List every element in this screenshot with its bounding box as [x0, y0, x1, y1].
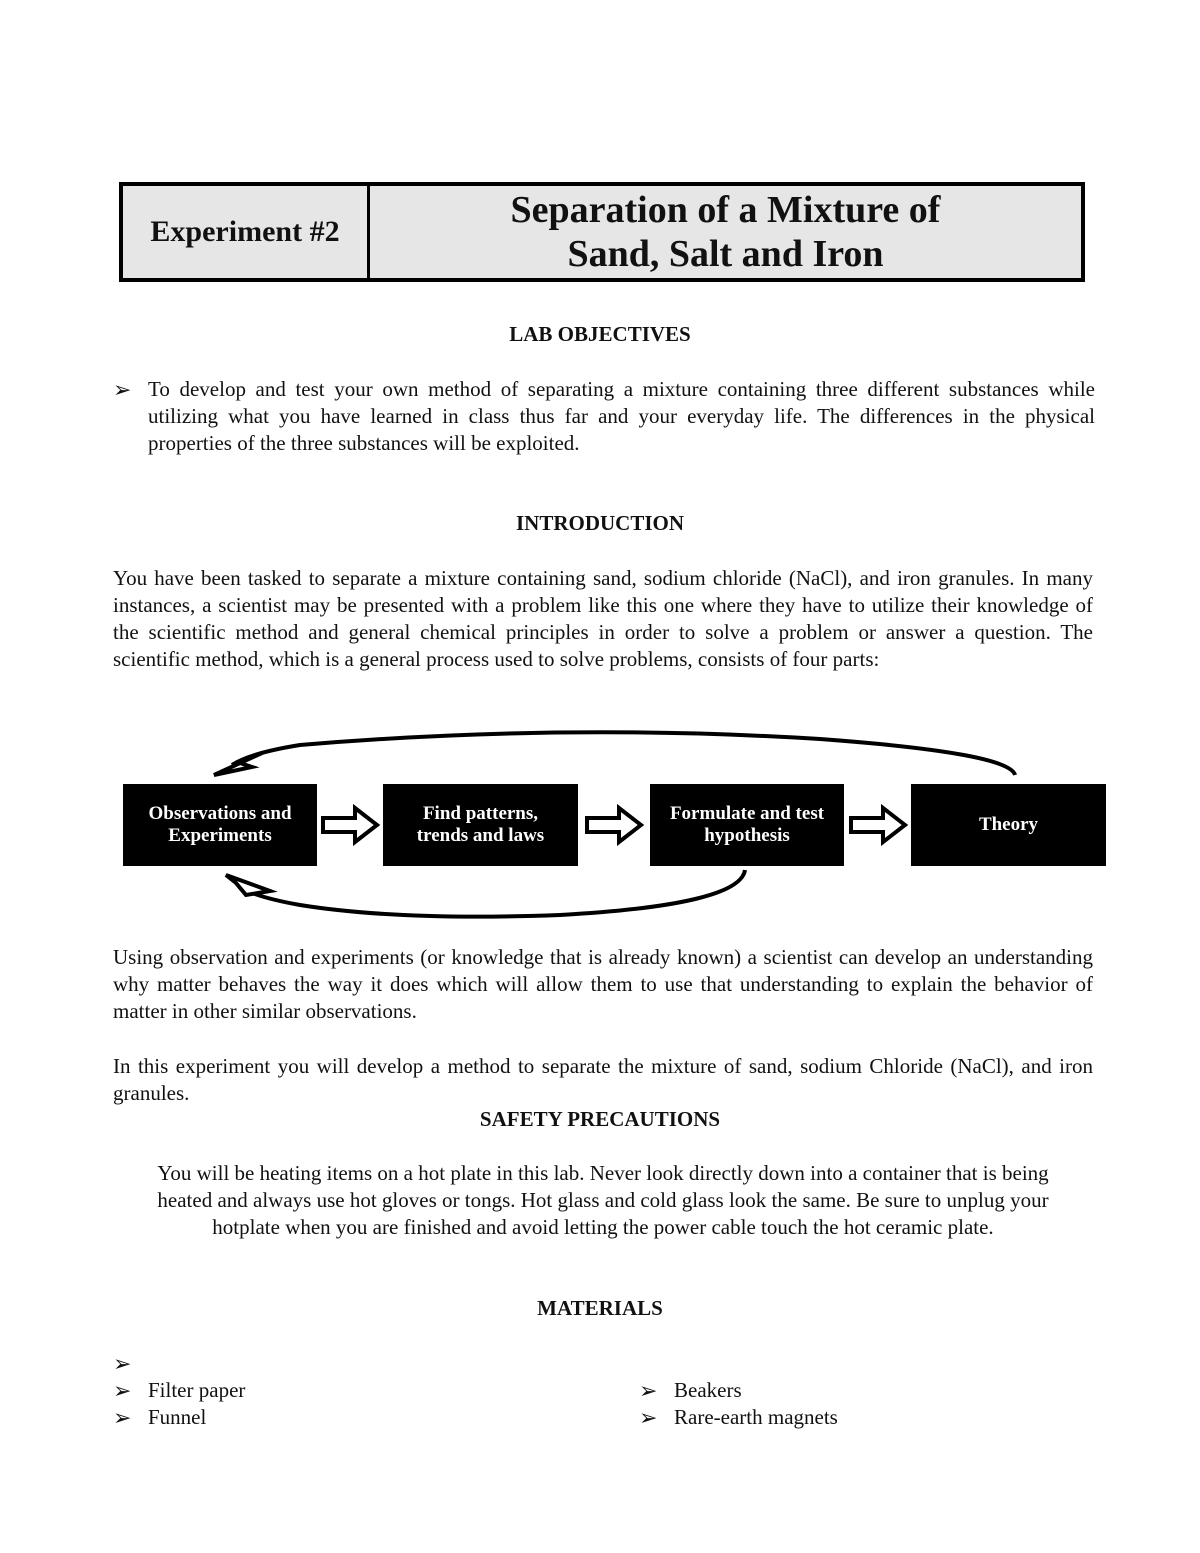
objective-bullet: [113, 376, 1095, 457]
arrow-bullet-icon: ➢: [113, 1405, 132, 1430]
arrow-bullet-icon: ➢: [639, 1405, 658, 1430]
title-box: [119, 182, 1085, 282]
material-item: [113, 1404, 206, 1431]
arrow-bullet-icon: ➢: [639, 1378, 658, 1403]
material-text: Beakers: [674, 1378, 742, 1402]
material-item: [113, 1350, 148, 1377]
bottom-feedback-arrow: [240, 870, 745, 917]
right-arrow-1: [323, 808, 377, 842]
materials-heading: MATERIALS: [537, 1296, 663, 1320]
right-arrow-2: [587, 808, 641, 842]
title-line-1: Separation of a Mixture of: [510, 189, 941, 231]
material-item: [639, 1404, 838, 1431]
step-2-line-2: trends and laws: [416, 825, 545, 846]
experiment-title: [370, 186, 1081, 278]
material-text: Filter paper: [148, 1378, 246, 1402]
experiment-number: Experiment #2: [123, 186, 370, 278]
title-line-2: Sand, Salt and Iron: [567, 233, 884, 275]
arrow-bullet-icon: ➢: [113, 1378, 132, 1403]
step-4-line-1: Theory: [978, 814, 1039, 835]
arrow-bullet-icon: ➢: [113, 1351, 132, 1376]
step-3-line-1: Formulate and test: [669, 803, 825, 824]
material-text: Funnel: [148, 1405, 207, 1429]
material-item: [639, 1377, 742, 1404]
step-theory: [911, 784, 1106, 866]
body-paragraph-1: Using observation and experiments (or knowledge that is already known) a scientist can develop an understanding why matter behaves the way it does which will allow them to use that understanding to explain the behavior of matter in other similar observations.: [113, 945, 1093, 1023]
introduction-heading: INTRODUCTION: [515, 511, 685, 535]
top-arrowhead: [214, 753, 262, 775]
step-1-line-2: Experiments: [168, 825, 272, 846]
objectives-heading: LAB OBJECTIVES: [509, 322, 691, 346]
step-patterns: [383, 784, 578, 866]
material-text: Rare-earth magnets: [674, 1405, 838, 1429]
bottom-arrowhead: [226, 875, 270, 895]
safety-heading: SAFETY PRECAUTIONS: [479, 1107, 721, 1131]
introduction-paragraph: You have been tasked to separate a mixture containing sand, sodium chloride (NaCl), and iron granules. In many instances, a scientist may be presented with a problem like this one where they have to utilize their knowledge of the scientific method and general chemical principles in order to solve a problem or answer a question. The scientific method, which is a general process used to solve problems, consists of four parts:: [113, 566, 1093, 671]
step-2-line-1: Find patterns,: [422, 803, 539, 824]
body-paragraph-2: In this experiment you will develop a method to separate the mixture of sand, sodium Chloride (NaCl), and iron granules.: [113, 1054, 1093, 1105]
arrow-bullet-icon: ➢: [113, 377, 132, 402]
top-feedback-arrow: [232, 732, 1015, 775]
safety-text: You will be heating items on a hot plate in this lab. Never look directly down into a container that is being heated and always use hot gloves or tongs. Hot glass and cold glass look the same. Be sure to unplug your hotplate when you are finished and avoid letting the power cable touch the hot ceramic plate.: [157, 1161, 1049, 1239]
objective-text: To develop and test your own method of separating a mixture containing three different substances while utilizing what you have learned in class thus far and your everyday life. The differences in the physical properties of the three substances will be exploited.: [148, 377, 1095, 455]
step-1-line-1: Observations and: [148, 803, 292, 824]
step-observations: [123, 784, 317, 866]
step-3-line-2: hypothesis: [704, 825, 790, 846]
right-arrow-3: [851, 808, 905, 842]
material-item: [113, 1377, 245, 1404]
step-hypothesis: [650, 784, 844, 866]
